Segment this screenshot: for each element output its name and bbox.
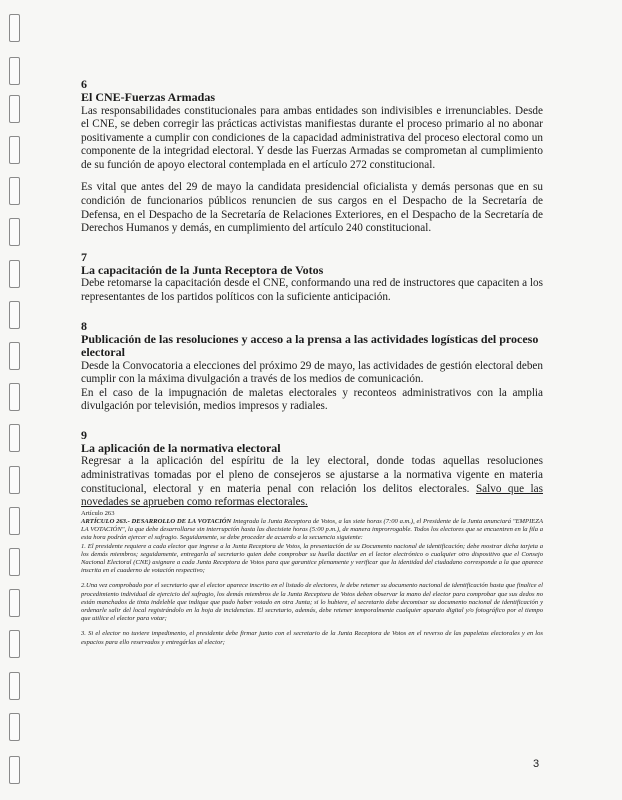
page-number: 3 — [533, 758, 540, 770]
section-paragraph: Las responsabilidades constitucionales para ambas entidades son indivisibles e irrenunciables. Desde el CNE, se deben corregir las prácticas activistas manifiestas durante el proceso primario al no abonar positivamente a cumplir con condiciones de la capacidad administrativa del proceso electoral como un componente de la integridad electoral. Y desde las Fuerzas Armadas se comprometan al cumplimiento de su función de apoyo electoral contemplada en el artículo 272 constitucional. — [81, 104, 543, 171]
binder-hole — [9, 57, 20, 85]
section-paragraph: Es vital que antes del 29 de mayo la candidata presidencial oficialista y demás personas que en su condición de funcionarios públicos renuncien de sus cargos en el Despacho de la Secretaría de Defensa, en el Despacho de la Secretaría de Relaciones Exteriores, en el Despacho de la Secretaría de Derechos Humanos y demás, en cumplimiento del artículo 240 constitucional. — [81, 181, 543, 235]
binder-hole — [9, 424, 20, 452]
binder-hole — [9, 342, 20, 370]
binder-hole — [9, 507, 20, 535]
section-6 — [81, 77, 543, 236]
binder-hole — [9, 548, 20, 576]
binder-hole — [9, 260, 20, 288]
article-heading: ARTÍCULO 263.- DESARROLLO DE LA VOTACIÓN — [81, 517, 232, 525]
binder-hole — [9, 301, 20, 329]
document-body — [81, 77, 543, 647]
section-title: La aplicación de la normativa electoral — [81, 440, 281, 455]
binder-holes — [6, 0, 24, 800]
paragraph-main-text: Regresar a la aplicación del espíritu de la ley electoral, donde todas aquellas resoluciones administrativas tomadas por el pleno de consejeros se ajustarse a la normativa vigente en materia constitucional, electoral y en materia penal con relación los delitos electorales. — [81, 455, 543, 495]
section-paragraph — [81, 455, 543, 509]
binder-hole — [9, 672, 20, 700]
section-number: 6 — [81, 77, 87, 91]
binder-hole — [9, 756, 20, 784]
binder-hole — [9, 383, 20, 411]
section-paragraph: Debe retomarse la capacitación desde el CNE, conformando una red de instructores que capaciten a los representantes de los partidos políticos con la suficiente anticipación. — [81, 277, 543, 303]
binder-hole — [9, 589, 20, 617]
underlined-note: Salvo que las novedades se aprueben como reformas electorales. — [81, 482, 543, 509]
article-263-excerpt — [81, 510, 543, 647]
article-item: 2.Una vez comprobado por el secretario que el elector aparece inscrito en el listado de electores, le debe retener su documento nacional de identificación hasta que finalice el procedimiento individual de ejercicio del sufragio, los demás miembros de la Junta Receptora de Votos deben observar la mano del elector para comprobar que sus dedos no están manchados de tinta indeleble que indique que pudo haber votado en otra Junta; si lo hubiere, el secretario debe decomisar su documento nacional de identificación y ordenarle salir del local registrándolo en la hoja de incidencias. El secretario, además, debe retener temporalmente cualquier aparato digital y/o fotográfico por el tiempo que utilice el elector para votar; — [81, 582, 543, 623]
section-8 — [81, 319, 543, 414]
article-intro — [81, 518, 543, 543]
section-title: La capacitación de la Junta Receptora de Votos — [81, 262, 324, 277]
section-number: 9 — [81, 427, 87, 442]
binder-hole — [9, 218, 20, 246]
section-paragraph: En el caso de la impugnación de maletas electorales y reconteos administrativos con la amplia divulgación por televisión, medios impresos y radiales. — [81, 386, 543, 413]
section-number: 7 — [81, 249, 87, 264]
section-7 — [81, 250, 543, 305]
section-title: Publicación de las resoluciones y acceso a la prensa a las actividades logísticas del proceso electoral — [81, 331, 539, 360]
article-label: Artículo 263 — [81, 509, 115, 517]
binder-hole — [9, 466, 20, 494]
binder-hole — [9, 136, 20, 164]
binder-hole — [9, 177, 20, 205]
binder-hole — [9, 14, 20, 42]
section-9 — [81, 428, 543, 510]
article-item: 3. Si el elector no tuviere impedimento, el presidente debe firmar junto con el secretario de la Junta Receptora de Votos en el reverso de las papeletas electorales y en los espacios para ello reservados y entregárlas al elector; — [81, 630, 543, 646]
article-item: 1. El presidente requiere a cada elector que ingrese a la Junta Receptora de Votos, la presentación de su Documento nacional de identificación; debe mostrar dicha tarjeta a los demás miembros; seguidamente, entregarla al secretario quien debe comprobar su huella dactilar en el lector electrónico o cualquier otro dispositivo que el Consejo Nacional Electoral (CNE) asignare a cada Junta Receptora de Votos para que garantice plenamente y verificar que la identidad del ciudadano corresponde a la que aparece inscrita en el cuaderno de votación respectivo; — [81, 542, 543, 575]
section-paragraph: Desde la Convocatoria a elecciones del próximo 29 de mayo, las actividades de gestión electoral deben cumplir con la máxima divulgación a través de los medios de comunicación. — [81, 359, 543, 386]
binder-hole — [9, 630, 20, 658]
section-title: El CNE-Fuerzas Armadas — [81, 90, 215, 104]
binder-hole — [9, 95, 20, 123]
binder-hole — [9, 713, 20, 741]
article-intro-text: Integrada la Junta Receptora de Votos, a las siete horas (7:00 a.m.), el Presidente de la Junta anunciará "EMPIEZA LA VOTACIÓN", la que debe desarrollarse sin interrupción hasta las diecisiete horas (5:00 p.m.), de manera improrrogable. Todos los electores que se encuentren en la fila a esta hora podrán ejercer el sufragio. Seguidamente, se debe proceder de acuerdo a la secuencia siguiente: — [81, 517, 543, 542]
section-number: 8 — [81, 318, 87, 333]
